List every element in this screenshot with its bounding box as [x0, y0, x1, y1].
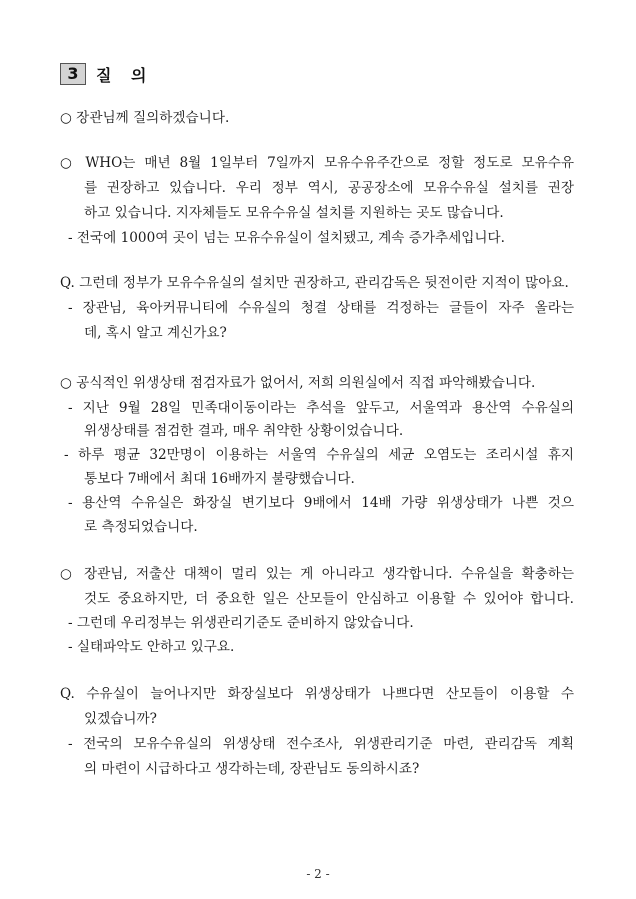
paragraph-line: Q. 그런데 정부가 모유수유실의 설치만 권장하고, 관리감독은 뒷전이란 지적이 많아요. — [60, 275, 569, 291]
page-number: - 2 - — [306, 867, 330, 881]
paragraph-line: 의 마련이 시급하다고 생각하는데, 장관님도 동의하시죠? — [84, 761, 420, 777]
section-heading — [60, 62, 153, 86]
paragraph-line: - 장관님, 육아커뮤니티에 수유실의 청결 상태를 걱정하는 글들이 자주 올라는 — [68, 300, 574, 316]
paragraph-line: 를 권장하고 있습니다. 우리 정부 역시, 공공장소에 모유수유실 설치를 권장 — [84, 180, 574, 196]
paragraph-line: Q. 수유실이 늘어나지만 화장실보다 위생상태가 나쁘다면 산모들이 이용할 수 — [60, 686, 574, 702]
paragraph-line: 것도 중요하지만, 더 중요한 일은 산모들이 안심하고 이용할 수 있어야 합니다. — [84, 591, 574, 607]
paragraph-line: - 용산역 수유실은 화장실 변기보다 9배에서 14배 가량 위생상태가 나쁜 것으 — [68, 495, 574, 511]
paragraph-line: ○ 장관님께 질의하겠습니다. — [60, 110, 230, 126]
paragraph-line: 통보다 7배에서 최대 16배까지 불량했습니다. — [84, 471, 355, 487]
paragraph-line: - 하루 평균 32만명이 이용하는 서울역 수유실의 세균 오염도는 조리시설 휴지 — [64, 447, 574, 463]
paragraph-line: - 지난 9월 28일 민족대이동이라는 추석을 앞두고, 서울역과 용산역 수유실의 — [68, 400, 574, 416]
section-title: 질 의 — [96, 65, 154, 85]
paragraph-line: 로 측정되었습니다. — [84, 519, 198, 535]
paragraph-line: ○ 장관님, 저출산 대책이 멀리 있는 게 아니라고 생각합니다. 수유실을 확충하는 — [60, 566, 574, 582]
paragraph-line: ○ WHO는 매년 8월 1일부터 7일까지 모유수유주간으로 정할 정도로 모유수유 — [60, 155, 574, 171]
paragraph-line: - 그런데 우리정부는 위생관리기준도 준비하지 않았습니다. — [68, 615, 414, 631]
paragraph-line: - 실태파악도 안하고 있구요. — [68, 639, 235, 655]
paragraph-line: 위생상태를 점검한 결과, 매우 취약한 상황이었습니다. — [84, 423, 404, 439]
paragraph-line: - 전국의 모유수유실의 위생상태 전수조사, 위생관리기준 마련, 관리감독 계획 — [68, 736, 574, 752]
section-number-box: 3 — [60, 63, 86, 85]
paragraph-line: ○ 공식적인 위생상태 점검자료가 없어서, 저희 의원실에서 직접 파악해봤습니다. — [60, 375, 536, 391]
paragraph-line: 하고 있습니다. 지자체들도 모유수유실 설치를 지원하는 곳도 많습니다. — [84, 205, 504, 221]
paragraph-line: - 전국에 1000여 곳이 넘는 모유수유실이 설치됐고, 계속 증가추세입니다. — [68, 230, 505, 246]
paragraph-line: 있겠습니까? — [84, 711, 157, 727]
paragraph-line: 데, 혹시 알고 계신가요? — [84, 325, 227, 341]
